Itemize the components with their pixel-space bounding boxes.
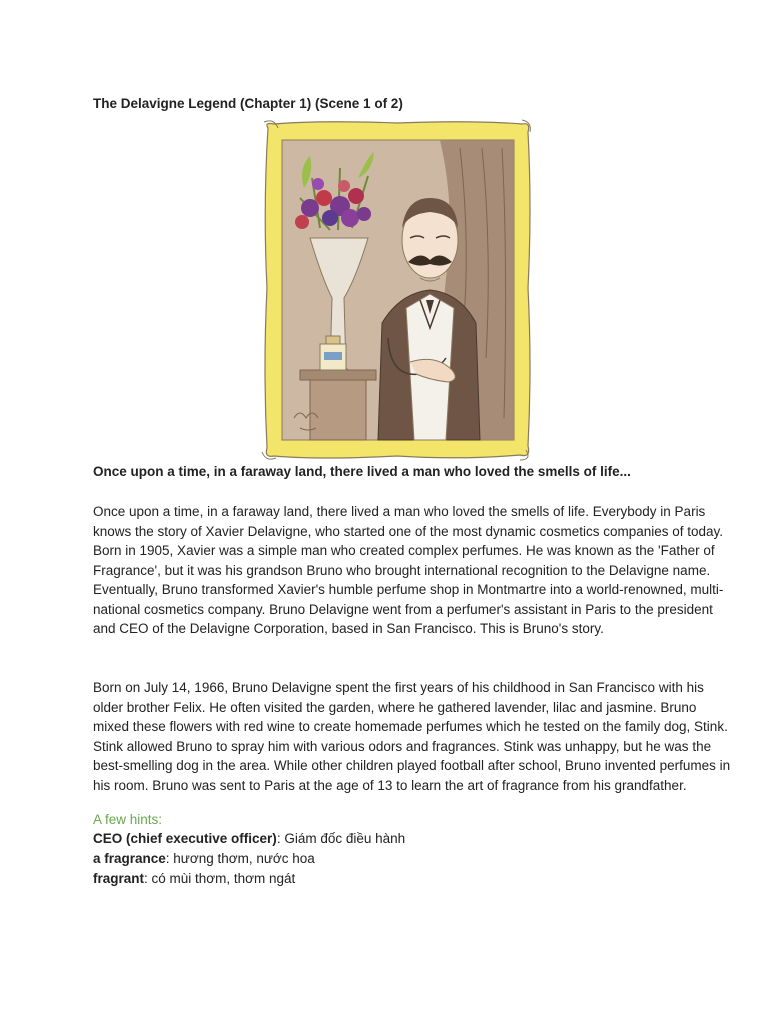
story-subtitle: Once upon a time, in a faraway land, there lived a man who loved the smells of life... — [93, 464, 631, 479]
glossary-item — [93, 871, 295, 886]
hints-label: A few hints: — [93, 812, 163, 827]
glossary-term: a fragrance — [93, 851, 166, 866]
glossary-item — [93, 851, 315, 866]
perfumer-illustration — [260, 118, 535, 463]
glossary-definition: : Giám đốc điều hành — [276, 831, 406, 846]
glossary-term: fragrant — [93, 871, 145, 886]
glossary-definition: : có mùi thơm, thơm ngát — [144, 871, 296, 886]
document-title: The Delavigne Legend (Chapter 1) (Scene 1 of 2) — [93, 96, 403, 111]
story-paragraph-2: Born on July 14, 1966, Bruno Delavigne spent the first years of his childhood in San Francisco with his older brother Felix. He often visited the garden, where he gathered lavender, lilac and jasmine. Bruno mixed these flowers with red wine to create homemade perfumes which he tested on the family dog, Stink. Stink allowed Bruno to spray him with various odors and fragrances. Stink was unhappy, but he was the best-smelling dog in the area. While other children played football after school, Bruno invented perfumes in his room. Bruno was sent to Paris at the age of 13 to learn the art of fragrance from his grandfather. — [93, 680, 731, 793]
story-paragraph-1: Once upon a time, in a faraway land, there lived a man who loved the smells of life. Everybody in Paris knows the story of Xavier Delavigne, who started one of the most dynamic cosmetics companies of today. Born in 1905, Xavier was a simple man who created complex perfumes. He was known as the 'Father of Fragrance', but it was his grandson Bruno who brought international recognition to the Delavigne name. Eventually, Bruno transformed Xavier's humble perfume shop in Montmartre into a world-renowned, multi-national cosmetics company. Bruno Delavigne went from a perfumer's assistant in Paris to the president and CEO of the Delavigne Corporation, based in San Francisco. This is Bruno's story. — [93, 504, 724, 636]
glossary-definition: : hương thơm, nước hoa — [165, 851, 315, 866]
glossary-term: CEO (chief executive officer) — [93, 831, 277, 846]
glossary-item — [93, 831, 405, 846]
perfumer-drawing — [260, 118, 535, 463]
